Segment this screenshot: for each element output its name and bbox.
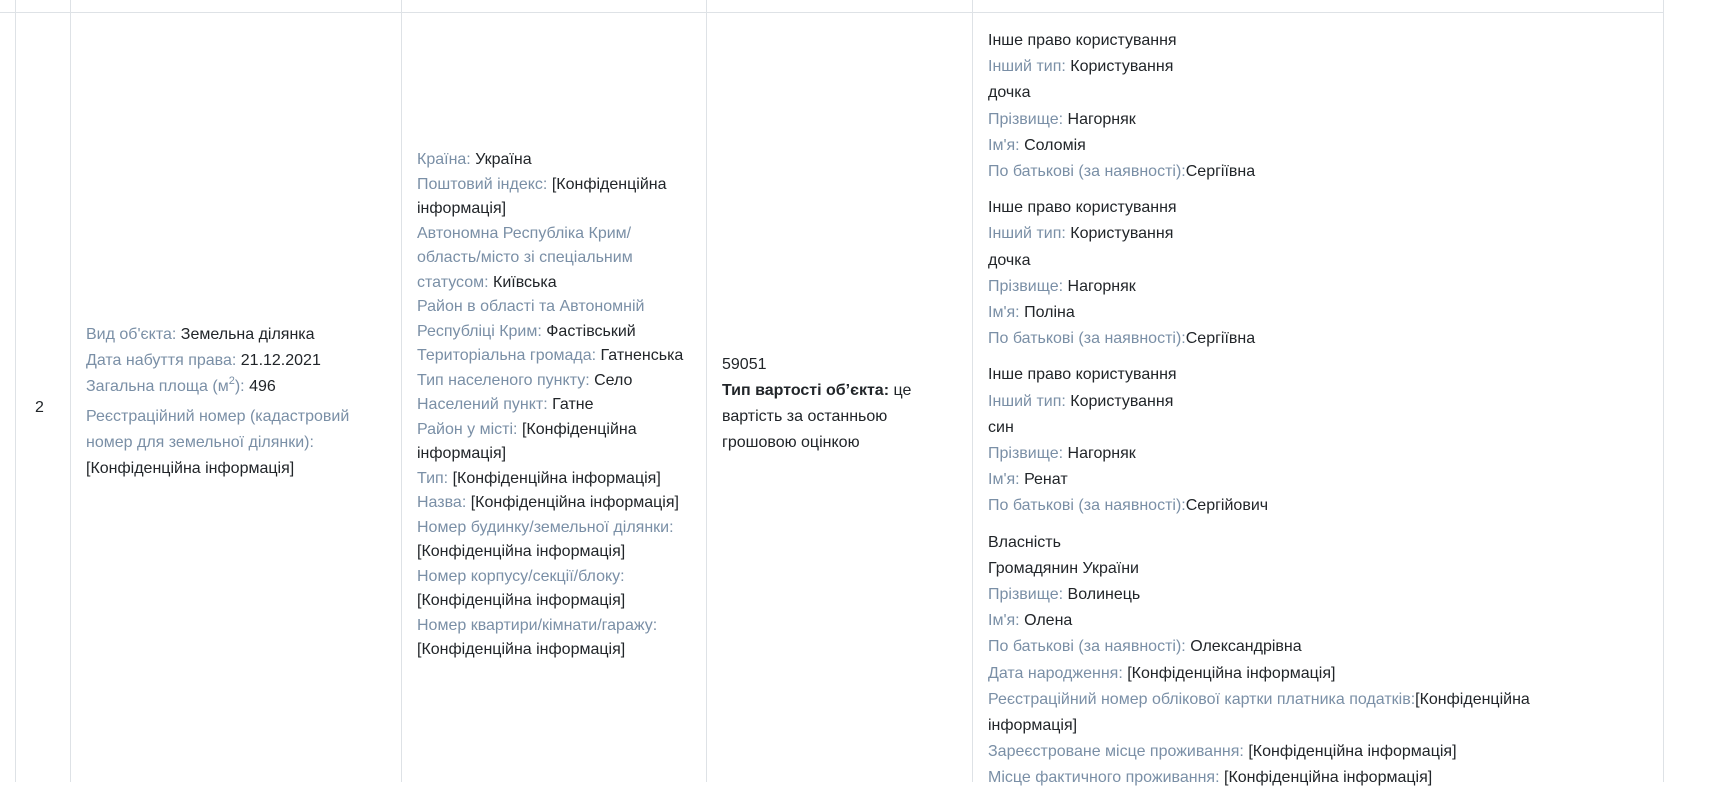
address-district: Республіці Крим: Фастівський <box>417 322 636 340</box>
column-divider <box>1663 0 1664 782</box>
address-building-value: [Конфіденційна інформація] <box>417 592 626 609</box>
row-number: 2 <box>35 399 44 416</box>
row-top-border <box>0 12 1664 13</box>
right-holder-user: Інше право користування Інший тип: Користування дочка Прізвище: Нагорняк Ім'я: Соломія По батькові (за наявності):Сергіївна <box>988 32 1256 181</box>
registration-number: Реєстраційний номер (кадастровий номер для земельної ділянки): [Конфіденційна інформація] <box>86 408 350 477</box>
address-house-value: [Конфіденційна інформація] <box>417 543 626 560</box>
address-region-label: Автономна Республіка Крим/ <box>417 224 632 242</box>
address-apartment-label: Номер квартири/кімнати/гаражу: <box>417 616 658 634</box>
address-settlement-type: Тип населеного пункту: Село <box>417 371 633 389</box>
address-house-label: Номер будинку/земельної ділянки: <box>417 518 674 536</box>
column-divider <box>706 0 707 782</box>
total-area: Загальна площа $(м^2)$: 496 <box>86 375 276 395</box>
object-type: Вид об'єкта: Земельна ділянка <box>86 326 315 343</box>
address-district-label: Район в області та Автономній <box>417 298 645 315</box>
address-city-district: Район у місті: [Конфіденційна <box>417 420 637 438</box>
column-divider <box>15 0 16 782</box>
value-type: Тип вартості об’єкта: це <box>722 382 912 399</box>
address-building-label: Номер корпусу/секції/блоку: <box>417 567 625 585</box>
column-divider <box>972 0 973 782</box>
right-holder-user: Інше право користування Інший тип: Користування син Прізвище: Нагорняк Ім'я: Ренат По батькові (за наявності):Сергійович <box>988 366 1269 515</box>
address-cell: Країна: Україна Поштовий індекс: [Конфіденційна інформація] Автономна Республіка Крим/ область/місто зі спеціальним статусом: Київська Район в області та Автономній Республіці Крим: Фастівський Територіальна громада: Гатненська Тип населеного пункту: Село Населений пункт: Гатне Район у місті: [Конфіденційна інформація] Тип: [Конфіденційна інформація] Назва: [Конфіденційна інформація] Номер будинку/земельної ділянки: [Конфіденційна інформація] Номер корпусу/секції/блоку: [Конфіденційна інформація] Номер квартири/кімнати/гаражу: [Конфіденційна інформація] <box>417 148 683 663</box>
object-cell <box>86 322 349 482</box>
right-holder-owner: Власність Громадянин України Прізвище: Волинець Ім'я: Олена По батькові (за наявності): Олександрівна Дата народження: [Конфіденційна інформація] Реєстраційний номер облікової картки платника податків:[Конфіденційна інформація] Зареєстроване місце проживання: [Конфіденційна інформація] Місце фактичного проживання: [Конфіденційна інформація] <box>988 533 1530 787</box>
value-amount: 59051 <box>722 356 767 373</box>
address-community: Територіальна громада: Гатненська <box>417 347 684 364</box>
column-divider <box>401 0 402 782</box>
column-divider <box>70 0 71 782</box>
right-holder-user: Інше право користування Інший тип: Користування дочка Прізвище: Нагорняк Ім'я: Поліна По батькові (за наявності):Сергіївна <box>988 199 1256 348</box>
address-country: Країна: Україна <box>417 151 532 168</box>
acquisition-date: Дата набуття права: 21.12.2021 <box>86 352 321 369</box>
address-settlement: Населений пункт: Гатне <box>417 396 594 413</box>
address-street-type: Тип: [Конфіденційна інформація] <box>417 469 661 487</box>
value-cell: 59051 Тип вартості об’єкта: це вартість за останньою грошовою оцінкою <box>722 352 911 456</box>
address-apartment-value: [Конфіденційна інформація] <box>417 641 626 658</box>
address-region: статусом: Київська <box>417 273 557 291</box>
rights-cell <box>988 28 1530 792</box>
address-postal: Поштовий індекс: [Конфіденційна <box>417 175 667 193</box>
address-street-name: Назва: [Конфіденційна інформація] <box>417 494 679 511</box>
